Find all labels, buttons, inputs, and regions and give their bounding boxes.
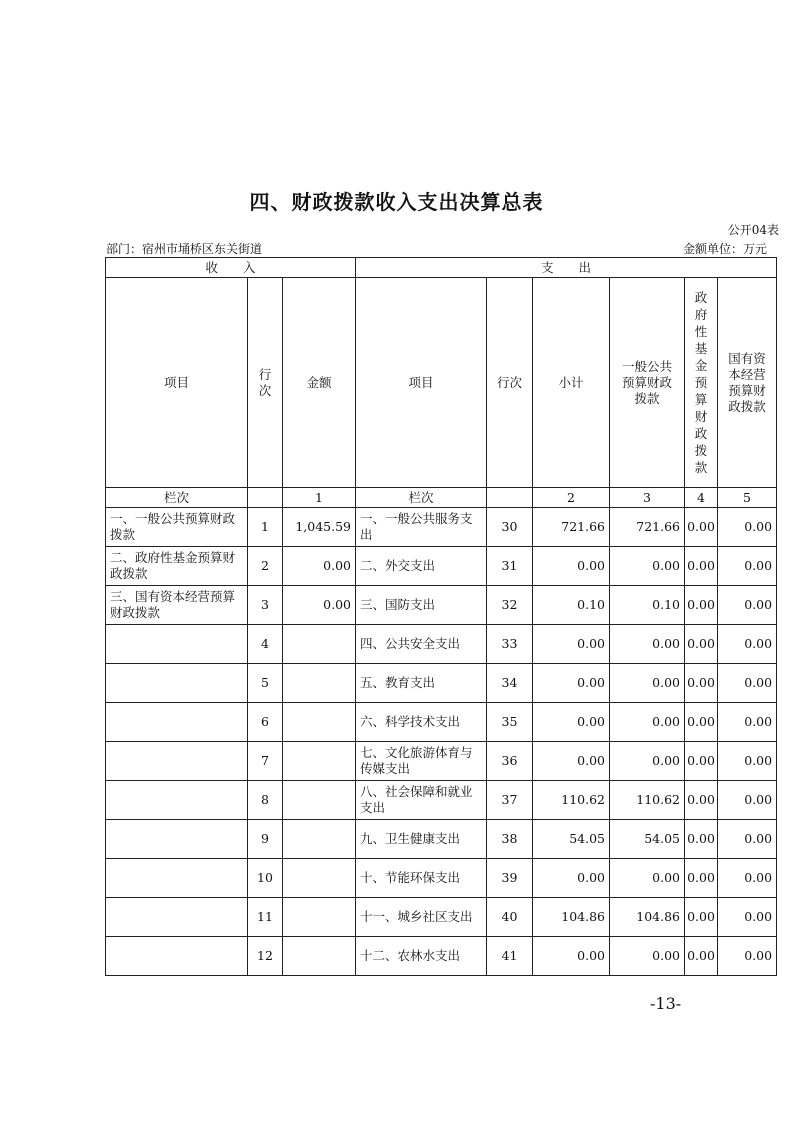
expense-subtotal: 110.62 [533,781,610,820]
expense-row-no: 33 [487,625,533,664]
general-budget-amount: 0.10 [610,586,685,625]
income-item: 二、政府性基金预算财政拨款 [106,547,248,586]
colnum-3: 3 [610,488,685,508]
column-number-row [106,488,777,508]
income-row-no: 8 [248,781,283,820]
page-number: -13- [650,994,682,1013]
gov-fund-amount: 0.00 [685,625,718,664]
expense-row-no: 37 [487,781,533,820]
state-capital-amount: 0.00 [718,625,777,664]
expense-item: 三、国防支出 [356,586,487,625]
income-amount [283,781,356,820]
expense-item: 一、一般公共服务支出 [356,508,487,547]
state-capital-amount: 0.00 [718,586,777,625]
form-code: 公开04表 [727,223,779,237]
expense-item: 十、节能环保支出 [356,859,487,898]
expense-item: 九、卫生健康支出 [356,820,487,859]
expense-subtotal: 104.86 [533,898,610,937]
header-subtotal: 小计 [533,278,610,488]
income-amount: 1,045.59 [283,508,356,547]
income-amount: 0.00 [283,586,356,625]
colnum-1: 1 [283,488,356,508]
income-item [106,703,248,742]
income-amount [283,664,356,703]
expense-subtotal: 0.00 [533,664,610,703]
expense-row-no: 30 [487,508,533,547]
gov-fund-amount: 0.00 [685,586,718,625]
income-item [106,820,248,859]
header-row-no-expense: 行次 [487,278,533,488]
state-capital-amount: 0.00 [718,937,777,976]
section-header-row [106,258,777,278]
expense-subtotal: 0.00 [533,937,610,976]
colnum-blank [248,488,283,508]
expense-row-no: 35 [487,703,533,742]
general-budget-amount: 110.62 [610,781,685,820]
table-row [106,547,777,586]
gov-fund-amount: 0.00 [685,820,718,859]
expense-row-no: 32 [487,586,533,625]
income-item [106,781,248,820]
income-amount [283,898,356,937]
income-amount: 0.00 [283,547,356,586]
table-row [106,820,777,859]
state-capital-amount: 0.00 [718,820,777,859]
expense-item: 八、社会保障和就业支出 [356,781,487,820]
table-row [106,742,777,781]
expense-item: 五、教育支出 [356,664,487,703]
income-row-no: 7 [248,742,283,781]
income-section-header: 收 入 [106,258,356,278]
state-capital-amount: 0.00 [718,742,777,781]
colnum-5: 5 [718,488,777,508]
gov-fund-amount: 0.00 [685,547,718,586]
header-amount: 金额 [283,278,356,488]
budget-summary-table [105,257,777,976]
general-budget-amount: 721.66 [610,508,685,547]
table-row [106,586,777,625]
expense-subtotal: 0.00 [533,742,610,781]
income-row-no: 11 [248,898,283,937]
general-budget-amount: 0.00 [610,547,685,586]
income-amount [283,742,356,781]
expense-row-no: 39 [487,859,533,898]
expense-item: 十一、城乡社区支出 [356,898,487,937]
state-capital-amount: 0.00 [718,898,777,937]
data-rows [106,508,777,976]
state-capital-amount: 0.00 [718,547,777,586]
table-row [106,508,777,547]
expense-item: 十二、农林水支出 [356,937,487,976]
table-row [106,625,777,664]
income-row-no: 6 [248,703,283,742]
table-row [106,781,777,820]
expense-subtotal: 0.00 [533,625,610,664]
income-amount [283,937,356,976]
expense-subtotal: 0.00 [533,703,610,742]
expense-item: 七、文化旅游体育与传媒支出 [356,742,487,781]
header-state-capital: 国有资 本经营 预算财 政拨款 [718,278,777,488]
income-row-no: 4 [248,625,283,664]
income-row-no: 1 [248,508,283,547]
income-row-no: 10 [248,859,283,898]
expense-row-no: 40 [487,898,533,937]
state-capital-amount: 0.00 [718,703,777,742]
general-budget-amount: 0.00 [610,742,685,781]
gov-fund-amount: 0.00 [685,937,718,976]
gov-fund-amount: 0.00 [685,742,718,781]
colnum-4: 4 [685,488,718,508]
table-row [106,937,777,976]
expense-row-no: 31 [487,547,533,586]
colnum-label-right: 栏次 [356,488,487,508]
header-gov-fund: 政 府 性 基 金 预 算 财 政 拨 款 [685,278,718,488]
page-title: 四、财政拨款收入支出决算总表 [249,190,544,214]
general-budget-amount: 0.00 [610,664,685,703]
gov-fund-amount: 0.00 [685,859,718,898]
gov-fund-amount: 0.00 [685,703,718,742]
general-budget-amount: 104.86 [610,898,685,937]
general-budget-amount: 0.00 [610,859,685,898]
state-capital-amount: 0.00 [718,781,777,820]
gov-fund-amount: 0.00 [685,508,718,547]
expense-section-header: 支 出 [356,258,777,278]
income-item [106,742,248,781]
expense-row-no: 38 [487,820,533,859]
table-row [106,898,777,937]
colnum-blank [487,488,533,508]
income-row-no: 3 [248,586,283,625]
unit-label: 金额单位：万元 [682,242,767,256]
income-item [106,664,248,703]
gov-fund-amount: 0.00 [685,781,718,820]
general-budget-amount: 0.00 [610,937,685,976]
income-row-no: 12 [248,937,283,976]
table-row [106,859,777,898]
income-item [106,625,248,664]
column-header-row [106,278,777,488]
income-row-no: 9 [248,820,283,859]
department-label: 部门：宿州市埇桥区东关街道 [106,242,263,256]
state-capital-amount: 0.00 [718,859,777,898]
income-row-no: 5 [248,664,283,703]
state-capital-amount: 0.00 [718,664,777,703]
income-amount [283,703,356,742]
table-row [106,664,777,703]
header-item-expense: 项目 [356,278,487,488]
income-item: 三、国有资本经营预算财政拨款 [106,586,248,625]
income-item [106,937,248,976]
header-general-budget: 一般公共 预算财政 拨款 [610,278,685,488]
expense-subtotal: 54.05 [533,820,610,859]
income-item [106,898,248,937]
general-budget-amount: 0.00 [610,625,685,664]
expense-row-no: 41 [487,937,533,976]
income-item: 一、一般公共预算财政拨款 [106,508,248,547]
colnum-label-left: 栏次 [106,488,248,508]
gov-fund-amount: 0.00 [685,664,718,703]
table-row [106,703,777,742]
income-amount [283,859,356,898]
general-budget-amount: 54.05 [610,820,685,859]
expense-row-no: 34 [487,664,533,703]
expense-subtotal: 721.66 [533,508,610,547]
income-amount [283,820,356,859]
income-amount [283,625,356,664]
income-row-no: 2 [248,547,283,586]
expense-item: 六、科学技术支出 [356,703,487,742]
colnum-2: 2 [533,488,610,508]
expense-item: 二、外交支出 [356,547,487,586]
expense-item: 四、公共安全支出 [356,625,487,664]
expense-subtotal: 0.00 [533,859,610,898]
expense-subtotal: 0.00 [533,547,610,586]
header-item: 项目 [106,278,248,488]
expense-subtotal: 0.10 [533,586,610,625]
expense-row-no: 36 [487,742,533,781]
general-budget-amount: 0.00 [610,703,685,742]
state-capital-amount: 0.00 [718,508,777,547]
header-row-no: 行 次 [248,278,283,488]
gov-fund-amount: 0.00 [685,898,718,937]
income-item [106,859,248,898]
